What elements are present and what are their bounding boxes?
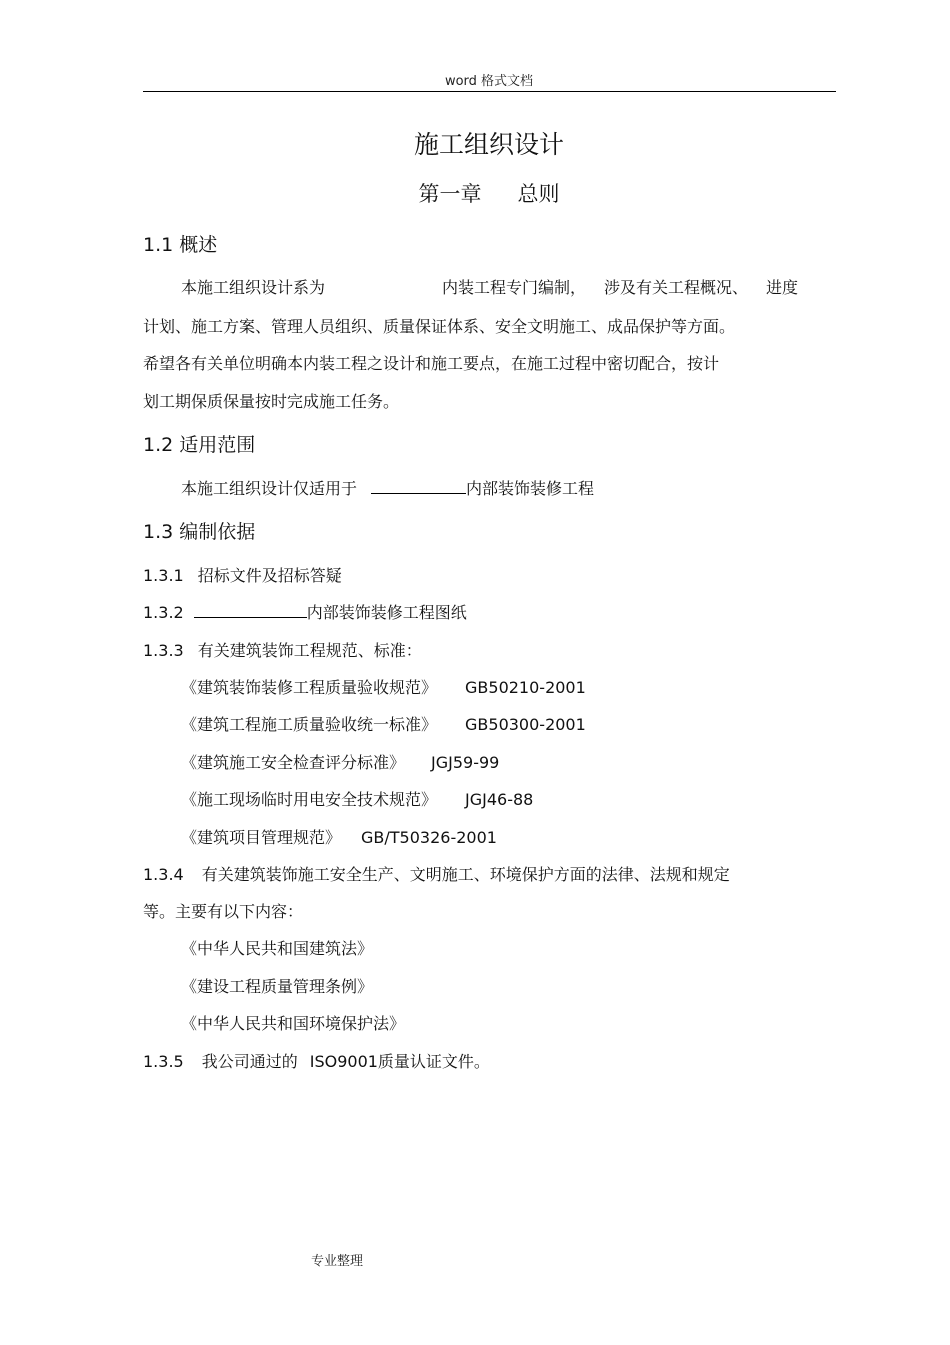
page-header: word 格式文档 (444, 74, 534, 89)
chapter-label: 第一章 (418, 182, 482, 206)
standard-item: 《建筑施工安全检查评分标准》 JGJ59-99 (181, 753, 500, 772)
section-heading-1-3: 1.3 编制依据 (143, 521, 256, 543)
document-title: 施工组织设计 (413, 130, 564, 159)
basis-item-4: 1.3.4 有关建筑装饰施工安全生产、文明施工、环境保护方面的法律、法规和规定 (143, 865, 730, 884)
standard-item: 《建筑工程施工质量验收统一标准》 GB50300-2001 (181, 715, 586, 734)
basis-item-1: 1.3.1 招标文件及招标答疑 (143, 566, 342, 585)
chapter-name: 总则 (517, 182, 560, 206)
overview-line-3: 希望各有关单位明确本内装工程之设计和施工要点，在施工过程中密切配合，按计 (143, 354, 720, 373)
overview-line-2: 计划、施工方案、管理人员组织、质量保证体系、安全文明施工、成品保护等方面。 (143, 317, 736, 336)
scope-line: 本施工组织设计仅适用于 内部装饰装修工程 (181, 479, 595, 498)
overview-line-1: 本施工组织设计系为 内装工程专门编制， 涉及有关工程概况、 进度 (181, 278, 799, 297)
law-item: 《中华人民共和国建筑法》 (181, 939, 374, 958)
basis-item-5: 1.3.5 我公司通过的 ISO9001质量认证文件。 (143, 1052, 490, 1071)
chapter-heading (0, 178, 950, 208)
law-item: 《建设工程质量管理条例》 (181, 977, 374, 996)
page-footer: 专业整理 (311, 1254, 364, 1269)
section-heading-1-2: 1.2 适用范围 (143, 434, 256, 456)
basis-item-4-continued: 等。主要有以下内容： (143, 902, 304, 921)
scope-blank-line (371, 479, 466, 494)
overview-line-4: 划工期保质保量按时完成施工任务。 (143, 392, 400, 411)
section-heading-1-1: 1.1 概述 (143, 234, 218, 256)
drawings-blank-line (194, 603, 307, 618)
standard-item: 《建筑装饰装修工程质量验收规范》 GB50210-2001 (181, 678, 586, 697)
basis-item-3: 1.3.3 有关建筑装饰工程规范、标准： (143, 641, 422, 660)
standard-item: 《建筑项目管理规范》 GB/T50326-2001 (181, 828, 497, 847)
law-item: 《中华人民共和国环境保护法》 (181, 1014, 406, 1033)
standard-item: 《施工现场临时用电安全技术规范》 JGJ46-88 (181, 790, 534, 809)
basis-item-2: 1.3.2 内部装饰装修工程图纸 (143, 603, 467, 622)
header-rule (143, 91, 836, 92)
